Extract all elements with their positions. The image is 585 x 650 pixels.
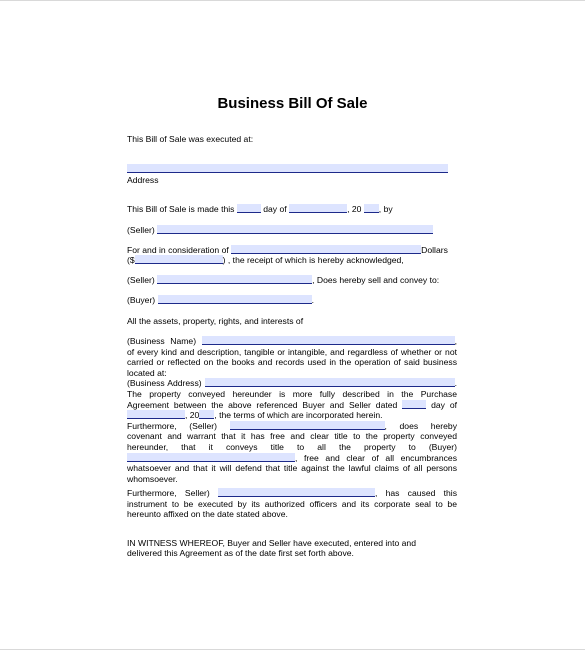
amount-words-field[interactable]: [231, 245, 421, 254]
seller-field[interactable]: [157, 225, 433, 234]
business-address-line: [127, 378, 457, 389]
buyer-clear-line: [127, 453, 457, 464]
para-line: instrument to be executed by its authorized officers and its corporate seal to be: [127, 498, 457, 509]
day-of-text: day of: [431, 399, 458, 410]
sell-convey-text: , Does hereby sell and convey to:: [312, 275, 440, 285]
by-text: , by: [378, 204, 393, 214]
agreement-text: Agreement between the above referenced Buyer and Seller dated: [127, 399, 398, 410]
buyer-label: (Buyer): [127, 295, 156, 305]
conveyance-paragraph: [127, 336, 457, 484]
business-name-line: [127, 336, 457, 347]
para-line: whomsoever.: [127, 473, 178, 484]
witness-line-1: IN WITNESS WHEREOF, Buyer and Seller have executed, entered into and: [127, 538, 416, 548]
buyer-period: .: [311, 295, 314, 305]
business-name-field[interactable]: [202, 336, 455, 345]
seller-line: [127, 225, 433, 235]
day-of-text: day of: [263, 204, 287, 214]
execution-seller-field[interactable]: [218, 488, 375, 497]
year-field[interactable]: [364, 204, 379, 213]
para-line: carried or reflected on the books and records used in the operation of said business: [127, 357, 457, 368]
caused-text: , has caused this: [374, 488, 457, 498]
furthermore-seller-line: [127, 421, 457, 432]
seller-label: (Seller): [127, 225, 155, 235]
agreement-dated-line: [127, 400, 457, 411]
para-line: hereunto affixed on the date stated above.: [127, 509, 288, 520]
month-field[interactable]: [289, 204, 347, 213]
execution-paragraph: [127, 488, 457, 520]
witness-line-2: delivered this Agreement as of the date first set forth above.: [127, 548, 354, 558]
execution-seller-line: [127, 488, 457, 499]
seller-sell-field[interactable]: [157, 275, 312, 284]
consideration-text: For and in consideration of: [127, 245, 229, 255]
period: .: [454, 378, 457, 389]
made-this-line: [127, 204, 393, 214]
seller-sell-label: (Seller): [127, 275, 155, 285]
seller-sell-line: [127, 275, 439, 285]
made-this-text: This Bill of Sale is made this: [127, 204, 235, 214]
terms-text: , the terms of which are incorporated herein.: [214, 410, 383, 421]
para-line: located at:: [127, 367, 167, 378]
para-line: whatsoever and that it will defend that title against the lawful claims of all persons: [127, 463, 457, 474]
buyer-line: [127, 295, 314, 305]
consideration-line: [127, 245, 448, 255]
furthermore-seller-label: Furthermore, Seller): [127, 488, 210, 498]
furthermore-label: Furthermore, (Seller): [127, 420, 217, 431]
agreement-month-field[interactable]: [127, 410, 185, 419]
dollars-text: Dollars: [421, 245, 448, 255]
para-line: of every kind and description, tangible or intangible, and regardless of whether or not: [127, 346, 457, 357]
warranty-buyer-field[interactable]: [127, 453, 295, 462]
comma: ,: [454, 336, 457, 346]
business-address-field[interactable]: [205, 378, 455, 387]
para-line: hereunder, that it conveys title to all the property to (Buyer): [127, 441, 457, 452]
para-line: The property conveyed hereunder is more fully described in the Purchase: [127, 388, 457, 399]
address-field[interactable]: [127, 164, 448, 173]
agreement-year-field[interactable]: [199, 410, 214, 419]
amount-prefix-text: ($: [127, 255, 135, 265]
para-line: covenant and warrant that it has free and clear title to the property conveyed: [127, 431, 457, 442]
business-address-label: (Business Address): [127, 378, 202, 389]
buyer-field[interactable]: [158, 295, 312, 304]
amount-line: [127, 255, 404, 265]
receipt-text: ) , the receipt of which is hereby acknowledged,: [222, 255, 404, 265]
amount-number-field[interactable]: [135, 255, 223, 264]
business-name-label: (Business Name): [127, 336, 197, 346]
year-prefix: , 20: [185, 410, 200, 421]
agreement-year-line: [127, 410, 457, 421]
day-field[interactable]: [237, 204, 261, 213]
address-label: Address: [127, 175, 159, 185]
warranty-seller-field[interactable]: [230, 421, 385, 430]
year-prefix-text: , 20: [347, 204, 362, 214]
executed-at-label: This Bill of Sale was executed at:: [127, 134, 254, 144]
hereby-text: , does hereby: [384, 420, 458, 431]
document-title: Business Bill Of Sale: [217, 95, 368, 112]
assets-line: All the assets, property, rights, and interests of: [127, 316, 304, 326]
agreement-day-field[interactable]: [402, 400, 426, 409]
free-clear-text: , free and clear of all encumbrances: [295, 452, 457, 463]
